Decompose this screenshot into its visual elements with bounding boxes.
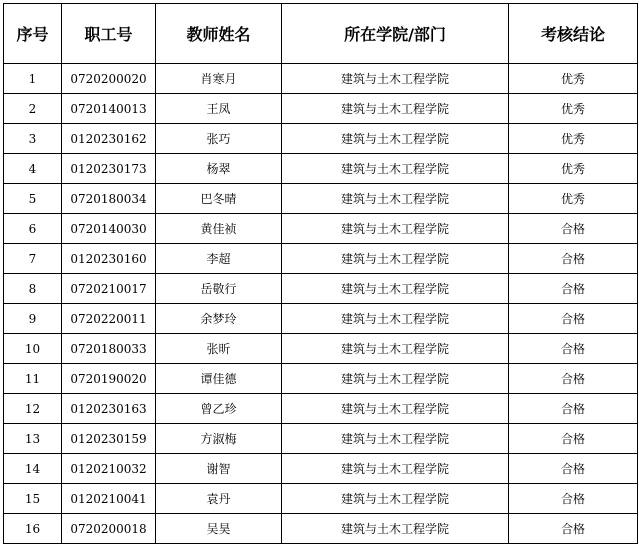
- department-cell: 建筑与土木工程学院: [282, 334, 509, 364]
- table-row: [4, 214, 638, 244]
- department-cell: 建筑与土木工程学院: [282, 214, 509, 244]
- header-staff-id: 职工号: [62, 4, 156, 64]
- table-row: [4, 454, 638, 484]
- result-cell: 合格: [509, 244, 638, 274]
- department-cell: 建筑与土木工程学院: [282, 154, 509, 184]
- table-row: [4, 154, 638, 184]
- seq-cell: 4: [4, 154, 62, 184]
- result-cell: 合格: [509, 214, 638, 244]
- table-body: [4, 64, 638, 544]
- header-teacher-name: 教师姓名: [156, 4, 282, 64]
- result-cell: 合格: [509, 514, 638, 544]
- table-row: [4, 334, 638, 364]
- teacher-name-cell: 王凤: [156, 94, 282, 124]
- department-cell: 建筑与土木工程学院: [282, 514, 509, 544]
- seq-cell: 6: [4, 214, 62, 244]
- staff-id-cell: 0720190020: [62, 364, 156, 394]
- staff-id-cell: 0720200018: [62, 514, 156, 544]
- table-row: [4, 304, 638, 334]
- teacher-name-cell: 张昕: [156, 334, 282, 364]
- department-cell: 建筑与土木工程学院: [282, 424, 509, 454]
- department-cell: 建筑与土木工程学院: [282, 394, 509, 424]
- result-cell: 合格: [509, 424, 638, 454]
- table-row: [4, 274, 638, 304]
- teacher-name-cell: 谢智: [156, 454, 282, 484]
- header-result: 考核结论: [509, 4, 638, 64]
- department-cell: 建筑与土木工程学院: [282, 304, 509, 334]
- result-cell: 优秀: [509, 184, 638, 214]
- staff-id-cell: 0720210017: [62, 274, 156, 304]
- table-header-row: [4, 4, 638, 64]
- table-row: [4, 64, 638, 94]
- teacher-name-cell: 肖寒月: [156, 64, 282, 94]
- staff-id-cell: 0120230163: [62, 394, 156, 424]
- table-row: [4, 184, 638, 214]
- department-cell: 建筑与土木工程学院: [282, 64, 509, 94]
- table-row: [4, 394, 638, 424]
- teacher-name-cell: 余梦玲: [156, 304, 282, 334]
- teacher-name-cell: 谭佳德: [156, 364, 282, 394]
- department-cell: 建筑与土木工程学院: [282, 274, 509, 304]
- staff-id-cell: 0120230159: [62, 424, 156, 454]
- department-cell: 建筑与土木工程学院: [282, 454, 509, 484]
- seq-cell: 11: [4, 364, 62, 394]
- staff-id-cell: 0120230173: [62, 154, 156, 184]
- table-row: [4, 484, 638, 514]
- staff-id-cell: 0720140030: [62, 214, 156, 244]
- seq-cell: 2: [4, 94, 62, 124]
- staff-id-cell: 0120210041: [62, 484, 156, 514]
- result-cell: 优秀: [509, 94, 638, 124]
- teacher-name-cell: 袁丹: [156, 484, 282, 514]
- seq-cell: 13: [4, 424, 62, 454]
- staff-id-cell: 0720140013: [62, 94, 156, 124]
- table-row: [4, 514, 638, 544]
- department-cell: 建筑与土木工程学院: [282, 244, 509, 274]
- table-row: [4, 364, 638, 394]
- seq-cell: 8: [4, 274, 62, 304]
- teacher-name-cell: 岳敬行: [156, 274, 282, 304]
- result-cell: 优秀: [509, 154, 638, 184]
- seq-cell: 3: [4, 124, 62, 154]
- seq-cell: 10: [4, 334, 62, 364]
- department-cell: 建筑与土木工程学院: [282, 364, 509, 394]
- seq-cell: 16: [4, 514, 62, 544]
- result-cell: 合格: [509, 394, 638, 424]
- department-cell: 建筑与土木工程学院: [282, 184, 509, 214]
- seq-cell: 5: [4, 184, 62, 214]
- teacher-name-cell: 吴昊: [156, 514, 282, 544]
- teacher-name-cell: 方淑梅: [156, 424, 282, 454]
- seq-cell: 14: [4, 454, 62, 484]
- staff-id-cell: 0720220011: [62, 304, 156, 334]
- teacher-name-cell: 张巧: [156, 124, 282, 154]
- teacher-name-cell: 巴冬晴: [156, 184, 282, 214]
- result-cell: 合格: [509, 454, 638, 484]
- assessment-table: [3, 3, 638, 544]
- department-cell: 建筑与土木工程学院: [282, 124, 509, 154]
- table-row: [4, 94, 638, 124]
- result-cell: 优秀: [509, 64, 638, 94]
- table-row: [4, 244, 638, 274]
- department-cell: 建筑与土木工程学院: [282, 94, 509, 124]
- staff-id-cell: 0120230160: [62, 244, 156, 274]
- seq-cell: 15: [4, 484, 62, 514]
- result-cell: 合格: [509, 304, 638, 334]
- staff-id-cell: 0120230162: [62, 124, 156, 154]
- staff-id-cell: 0720180033: [62, 334, 156, 364]
- result-cell: 合格: [509, 364, 638, 394]
- result-cell: 合格: [509, 274, 638, 304]
- table-row: [4, 424, 638, 454]
- header-department: 所在学院/部门: [282, 4, 509, 64]
- seq-cell: 1: [4, 64, 62, 94]
- result-cell: 优秀: [509, 124, 638, 154]
- teacher-name-cell: 杨翠: [156, 154, 282, 184]
- seq-cell: 9: [4, 304, 62, 334]
- staff-id-cell: 0120210032: [62, 454, 156, 484]
- table-row: [4, 124, 638, 154]
- teacher-name-cell: 李超: [156, 244, 282, 274]
- teacher-name-cell: 黄佳祯: [156, 214, 282, 244]
- staff-id-cell: 0720200020: [62, 64, 156, 94]
- header-seq: 序号: [4, 4, 62, 64]
- staff-id-cell: 0720180034: [62, 184, 156, 214]
- teacher-name-cell: 曾乙珍: [156, 394, 282, 424]
- department-cell: 建筑与土木工程学院: [282, 484, 509, 514]
- result-cell: 合格: [509, 334, 638, 364]
- seq-cell: 12: [4, 394, 62, 424]
- result-cell: 合格: [509, 484, 638, 514]
- seq-cell: 7: [4, 244, 62, 274]
